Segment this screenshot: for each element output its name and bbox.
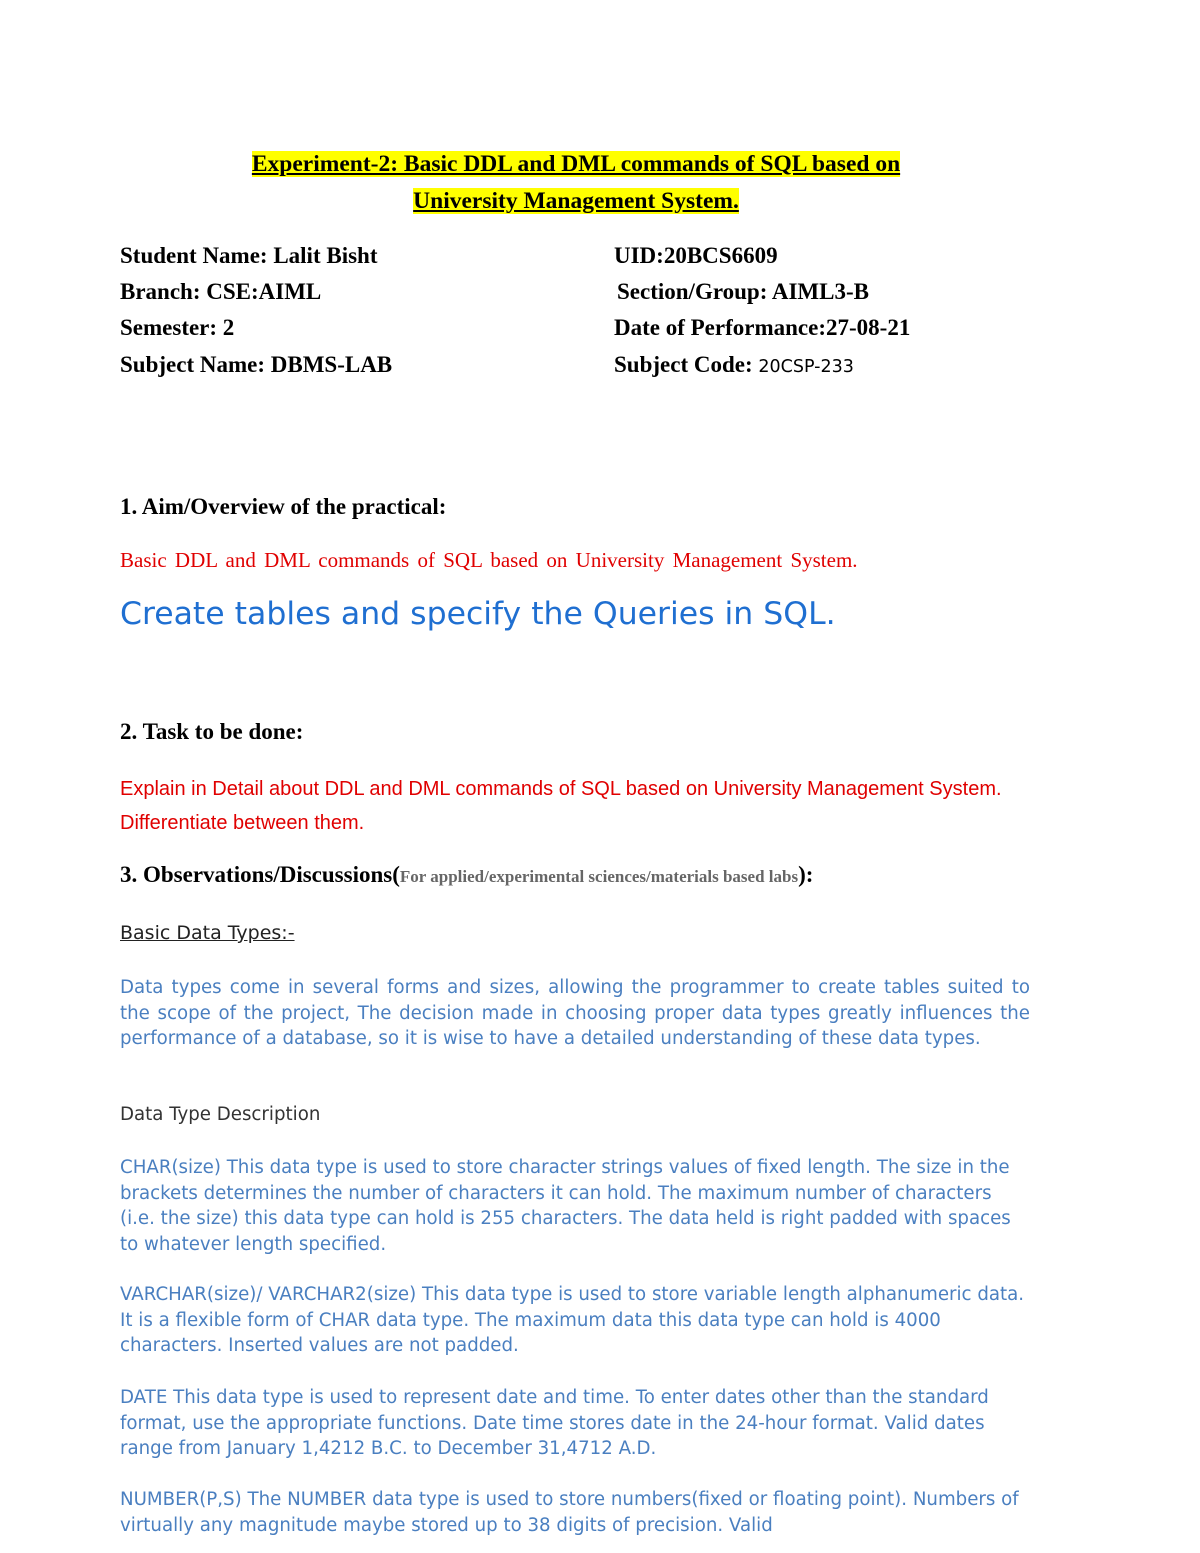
experiment-title: [100, 146, 1052, 220]
date-paragraph: DATE This data type is used to represent date and time. To enter dates other than the standard format, use the appropriate functions. Date time stores date in the 24-hour format. Valid dates range from January 1,4212 B.C. to December 31,4712 A.D.: [120, 1387, 989, 1459]
obs-close: ):: [798, 862, 814, 887]
subject-code-value: 20CSP-233: [758, 357, 854, 377]
aim-blue-text: Create tables and specify the Queries in SQL.: [120, 596, 836, 632]
title-line-1: Experiment-2: Basic DDL and DML commands of SQL based on: [251, 151, 901, 177]
student-name: Student Name: Lalit Bisht: [120, 243, 378, 268]
subject-name: Subject Name: DBMS-LAB: [120, 352, 393, 377]
branch: Branch: CSE:AIML: [120, 279, 322, 304]
observations-heading: [120, 862, 813, 888]
basic-data-types-heading: Basic Data Types:-: [120, 922, 295, 944]
char-paragraph: CHAR(size) This data type is used to store character strings values of fixed length. The size in the brackets determines the number of characters it can hold. The maximum number of characters (i.e. the size) this data type can hold is 255 characters. The data held is right padded with spaces to whatever length specified.: [120, 1157, 1011, 1255]
date-of-performance: Date of Performance:27-08-21: [614, 315, 911, 340]
title-line-2: University Management System.: [413, 188, 739, 214]
subject-code-label: Subject Code:: [614, 352, 759, 377]
obs-note: For applied/experimental sciences/materials based labs: [399, 867, 799, 886]
aim-red-text: Basic DDL and DML commands of SQL based on University Management System.: [120, 548, 858, 572]
data-type-description: Data Type Description: [120, 1104, 321, 1125]
semester: Semester: 2: [120, 315, 235, 340]
task-text: Explain in Detail about DDL and DML commands of SQL based on University Management System. Differentiate between them.: [120, 778, 1002, 834]
intro-paragraph: Data types come in several forms and sizes, allowing the programmer to create tables suited to the scope of the project, The decision made in choosing proper data types greatly influences the performance of a database, so it is wise to have a detailed understanding of these data types.: [120, 977, 1030, 1049]
subject-code: [614, 352, 854, 378]
varchar-paragraph: VARCHAR(size)/ VARCHAR2(size) This data type is used to store variable length alphanumeric data. It is a flexible form of CHAR data type. The maximum data this data type can hold is 4000 characters. Inserted values are not padded.: [120, 1284, 1025, 1356]
task-heading: 2. Task to be done:: [120, 719, 304, 744]
obs-heading-text: 3. Observations/Discussions(: [120, 862, 400, 887]
student-uid: UID:20BCS6609: [614, 243, 778, 268]
section-group: Section/Group: AIML3-B: [617, 279, 869, 304]
aim-heading: 1. Aim/Overview of the practical:: [120, 494, 447, 519]
number-paragraph: NUMBER(P,S) The NUMBER data type is used to store numbers(fixed or floating point). Numbers of virtually any magnitude maybe stored up to 38 digits of precision. Valid: [120, 1489, 1019, 1536]
